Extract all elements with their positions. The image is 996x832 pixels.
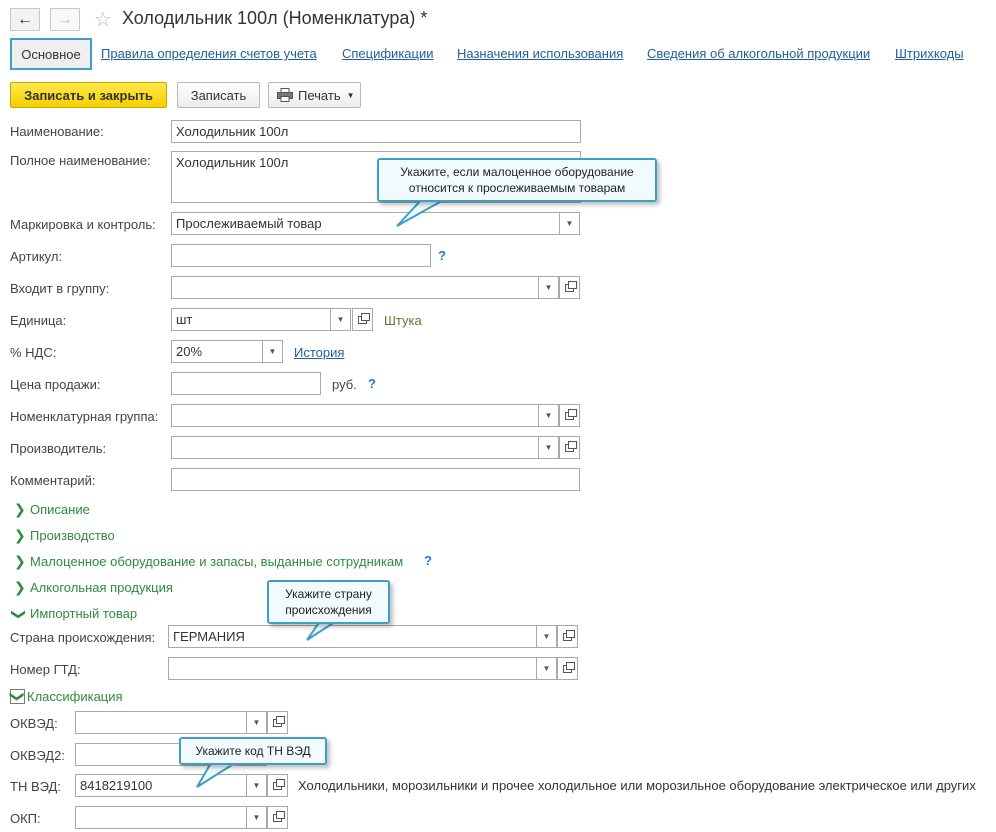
print-dropdown-icon: ▼ <box>346 90 355 100</box>
marking-tooltip-line1: Укажите, если малоценное оборудование <box>400 165 634 179</box>
forward-arrow-icon: → <box>57 10 73 28</box>
gtd-select[interactable] <box>168 657 557 680</box>
tab-alcohol-info[interactable]: Сведения об алкогольной продукции <box>647 46 871 61</box>
okved-open-button[interactable] <box>267 711 288 734</box>
forward-button[interactable] <box>50 8 80 31</box>
printer-icon <box>277 88 293 102</box>
marking-dropdown-button[interactable] <box>559 212 580 235</box>
save-and-close-button[interactable] <box>10 82 167 108</box>
price-help-icon[interactable]: ? <box>368 376 376 391</box>
price-label: Цена продажи: <box>10 377 101 392</box>
tnved-tooltip <box>179 737 327 765</box>
fullname-label: Полное наименование: <box>10 153 151 168</box>
open-window-icon <box>565 412 574 420</box>
article-input[interactable] <box>171 244 431 267</box>
manufacturer-label: Производитель: <box>10 441 107 456</box>
country-tooltip-line1: Укажите страну <box>285 587 372 601</box>
unit-value: шт <box>176 312 193 327</box>
tnved-label: ТН ВЭД: <box>10 779 61 794</box>
group-import[interactable] <box>11 605 138 622</box>
price-input[interactable] <box>171 372 321 395</box>
open-window-icon <box>358 316 367 324</box>
gtd-open-button[interactable] <box>557 657 578 680</box>
tnved-tooltip-tail <box>195 763 245 791</box>
okp-label: ОКП: <box>10 811 41 826</box>
gtd-dropdown-button[interactable] <box>536 657 557 680</box>
dropdown-arrow-icon: ▼ <box>544 283 553 292</box>
save-label: Записать <box>190 87 247 103</box>
dropdown-arrow-icon: ▼ <box>252 718 261 727</box>
chevron-right-icon: ❯ <box>14 527 26 543</box>
tab-main[interactable] <box>10 38 92 70</box>
tnved-value: 8418219100 <box>80 778 153 793</box>
group-alcohol[interactable] <box>14 579 173 596</box>
name-label: Наименование: <box>10 124 104 139</box>
parent-group-select[interactable] <box>171 276 559 299</box>
unit-label: Единица: <box>10 313 67 328</box>
nomenclature-group-dropdown-button[interactable] <box>538 404 559 427</box>
group-classification-label: Классификация <box>27 689 123 704</box>
page-title: Холодильник 100л (Номенклатура) * <box>122 8 428 28</box>
save-button[interactable] <box>177 82 260 108</box>
group-alcohol-label: Алкогольная продукция <box>30 580 173 595</box>
group-lowcost-label: Малоценное оборудование и запасы, выданные сотрудникам <box>30 554 404 569</box>
article-label: Артикул: <box>10 249 63 264</box>
dropdown-arrow-icon: ▼ <box>542 632 551 641</box>
back-button[interactable] <box>10 8 40 31</box>
okp-open-button[interactable] <box>267 806 288 829</box>
country-value: ГЕРМАНИЯ <box>173 629 245 644</box>
country-label: Страна происхождения: <box>10 630 156 645</box>
favorite-star-icon[interactable]: ☆ <box>94 9 112 31</box>
print-label: Печать <box>298 87 341 103</box>
country-select[interactable] <box>168 625 557 648</box>
print-button[interactable] <box>268 82 361 108</box>
parent-group-label: Входит в группу: <box>10 281 110 296</box>
open-window-icon <box>565 284 574 292</box>
chevron-down-icon: ❯ <box>11 608 28 621</box>
save-and-close-label: Записать и закрыть <box>24 87 153 103</box>
unit-full-name: Штука <box>384 313 422 328</box>
open-window-icon <box>563 633 572 641</box>
vat-select[interactable] <box>171 340 283 363</box>
group-production-label: Производство <box>30 528 115 543</box>
parent-group-open-button[interactable] <box>559 276 580 299</box>
manufacturer-select[interactable] <box>171 436 559 459</box>
tnved-dropdown-button[interactable] <box>246 774 267 797</box>
article-help-icon[interactable]: ? <box>438 248 446 263</box>
country-open-button[interactable] <box>557 625 578 648</box>
marking-select[interactable] <box>171 212 580 235</box>
chevron-down-icon: ❯ <box>10 690 26 703</box>
marking-value: Прослеживаемый товар <box>176 216 322 231</box>
tab-specifications[interactable]: Спецификации <box>342 46 434 61</box>
marking-tooltip-tail <box>395 198 455 230</box>
open-window-icon <box>563 665 572 673</box>
vat-dropdown-button[interactable] <box>262 340 283 363</box>
parent-group-dropdown-button[interactable] <box>538 276 559 299</box>
country-dropdown-button[interactable] <box>536 625 557 648</box>
marking-tooltip <box>377 158 657 202</box>
dropdown-arrow-icon: ▼ <box>565 219 574 228</box>
tnved-open-button[interactable] <box>267 774 288 797</box>
okved2-label: ОКВЭД2: <box>10 748 65 763</box>
chevron-right-icon: ❯ <box>14 501 26 517</box>
marking-label: Маркировка и контроль: <box>10 217 156 232</box>
gtd-label: Номер ГТД: <box>10 662 81 677</box>
back-arrow-icon: ← <box>17 10 33 28</box>
dropdown-arrow-icon: ▼ <box>268 347 277 356</box>
dropdown-arrow-icon: ▼ <box>544 443 553 452</box>
country-tooltip <box>267 580 390 624</box>
tab-barcodes[interactable]: Штрихкоды <box>895 46 964 61</box>
okp-dropdown-button[interactable] <box>246 806 267 829</box>
dropdown-arrow-icon: ▼ <box>544 411 553 420</box>
open-window-icon <box>273 814 282 822</box>
group-classification[interactable] <box>10 689 123 704</box>
group-lowcost-equipment[interactable] <box>14 553 403 570</box>
open-window-icon <box>273 782 282 790</box>
comment-label: Комментарий: <box>10 473 96 488</box>
dropdown-arrow-icon: ▼ <box>542 664 551 673</box>
unit-select[interactable] <box>171 308 351 331</box>
country-tooltip-line2: происхождения <box>285 603 372 617</box>
comment-input[interactable] <box>171 468 580 491</box>
okved-select[interactable] <box>75 711 267 734</box>
chevron-right-icon: ❯ <box>14 553 26 569</box>
dropdown-arrow-icon: ▼ <box>252 813 261 822</box>
lowcost-help-icon[interactable]: ? <box>424 553 432 568</box>
okp-select[interactable] <box>75 806 267 829</box>
group-description[interactable] <box>14 501 90 518</box>
vat-history-link[interactable]: История <box>294 345 345 360</box>
marking-tooltip-line2: относится к прослеживаемым товарам <box>408 181 626 195</box>
dropdown-arrow-icon: ▼ <box>336 315 345 324</box>
tab-usage-purposes[interactable]: Назначения использования <box>457 46 624 61</box>
open-window-icon <box>273 719 282 727</box>
tab-account-rules[interactable]: Правила определения счетов учета <box>101 46 317 61</box>
nomenclature-group-select[interactable] <box>171 404 559 427</box>
chevron-right-icon: ❯ <box>14 579 26 595</box>
fullname-textarea[interactable]: Холодильник 100л <box>171 151 581 203</box>
price-currency: руб. <box>332 377 357 392</box>
group-description-label: Описание <box>30 502 90 517</box>
name-input[interactable]: Холодильник 100л <box>171 120 581 143</box>
group-production[interactable] <box>14 527 115 544</box>
nomenclature-group-label: Номенклатурная группа: <box>10 409 159 424</box>
manufacturer-open-button[interactable] <box>559 436 580 459</box>
vat-value: 20% <box>176 344 203 359</box>
unit-dropdown-button[interactable] <box>330 308 351 331</box>
manufacturer-dropdown-button[interactable] <box>538 436 559 459</box>
group-import-label: Импортный товар <box>30 606 138 621</box>
tnved-tooltip-text: Укажите код ТН ВЭД <box>195 744 311 758</box>
okved-label: ОКВЭД: <box>10 716 58 731</box>
nomenclature-group-open-button[interactable] <box>559 404 580 427</box>
okved-dropdown-button[interactable] <box>246 711 267 734</box>
tnved-description: Холодильники, морозильники и прочее холодильное или морозильное оборудование электрическое или других <box>298 778 976 793</box>
open-window-icon <box>565 444 574 452</box>
unit-open-button[interactable] <box>352 308 373 331</box>
dropdown-arrow-icon: ▼ <box>252 781 261 790</box>
tab-main-label: Основное <box>21 46 81 62</box>
vat-label: % НДС: <box>10 345 57 360</box>
